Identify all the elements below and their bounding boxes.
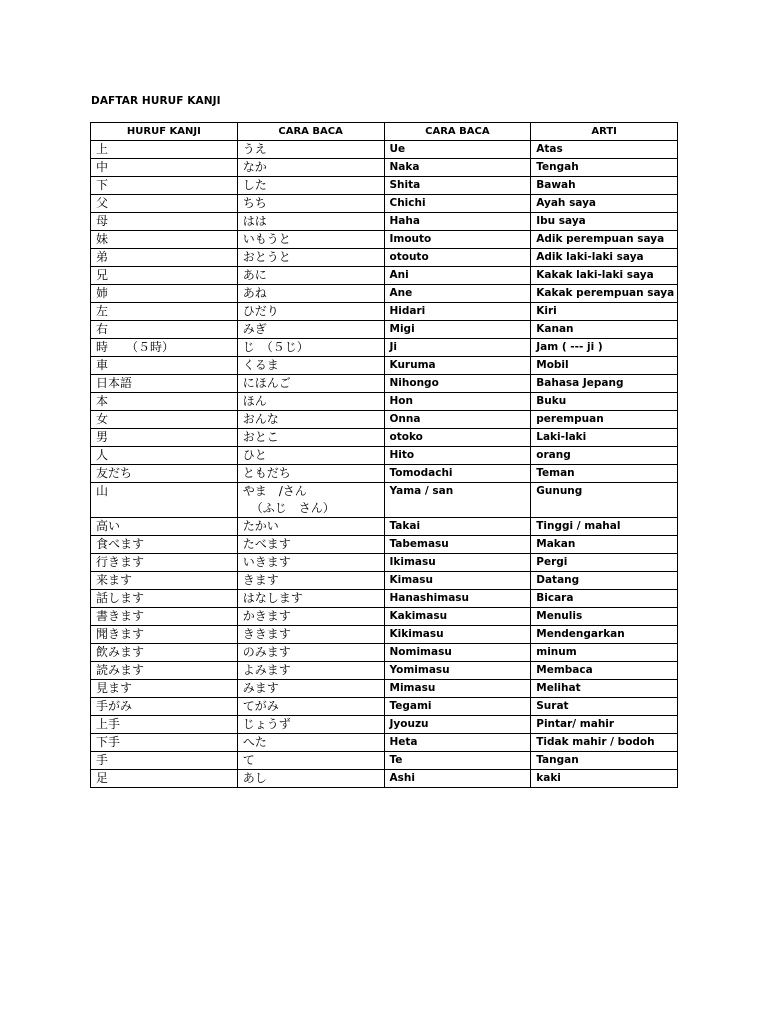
cell-arti: kaki bbox=[531, 770, 678, 788]
header-huruf-kanji: HURUF KANJI bbox=[91, 123, 238, 141]
table-row bbox=[91, 411, 678, 429]
table-row bbox=[91, 554, 678, 572]
cell-kanji: 本 bbox=[91, 393, 238, 411]
cell-kana: おとうと bbox=[237, 249, 384, 267]
table-row bbox=[91, 447, 678, 465]
cell-romaji: Haha bbox=[384, 213, 531, 231]
cell-romaji: Onna bbox=[384, 411, 531, 429]
cell-kanji: 山 bbox=[91, 483, 238, 518]
cell-arti: Melihat bbox=[531, 680, 678, 698]
cell-kanji: 来ます bbox=[91, 572, 238, 590]
cell-kana: ともだち bbox=[237, 465, 384, 483]
cell-kana-line: やま /さん bbox=[242, 484, 307, 498]
table-row bbox=[91, 608, 678, 626]
cell-arti: Menulis bbox=[531, 608, 678, 626]
cell-kana: かきます bbox=[237, 608, 384, 626]
cell-kanji: 見ます bbox=[91, 680, 238, 698]
cell-kanji: 姉 bbox=[91, 285, 238, 303]
cell-romaji: Ani bbox=[384, 267, 531, 285]
cell-romaji: Tegami bbox=[384, 698, 531, 716]
table-row bbox=[91, 231, 678, 249]
cell-romaji: Mimasu bbox=[384, 680, 531, 698]
table-row bbox=[91, 770, 678, 788]
table-row bbox=[91, 159, 678, 177]
cell-kanji: 足 bbox=[91, 770, 238, 788]
cell-kanji: 高い bbox=[91, 518, 238, 536]
cell-arti: Kanan bbox=[531, 321, 678, 339]
cell-arti: Bawah bbox=[531, 177, 678, 195]
cell-kana: ひと bbox=[237, 447, 384, 465]
cell-arti: Pergi bbox=[531, 554, 678, 572]
cell-romaji: Naka bbox=[384, 159, 531, 177]
cell-kana: あし bbox=[237, 770, 384, 788]
cell-kana: はなします bbox=[237, 590, 384, 608]
cell-arti: Mobil bbox=[531, 357, 678, 375]
cell-kana bbox=[237, 483, 384, 518]
table-row bbox=[91, 429, 678, 447]
cell-romaji: Tomodachi bbox=[384, 465, 531, 483]
cell-romaji: Nihongo bbox=[384, 375, 531, 393]
cell-kana: ほん bbox=[237, 393, 384, 411]
cell-kanji: 下 bbox=[91, 177, 238, 195]
cell-arti: Tidak mahir / bodoh bbox=[531, 734, 678, 752]
cell-romaji: Ue bbox=[384, 141, 531, 159]
table-header-row bbox=[91, 123, 678, 141]
cell-kana: おんな bbox=[237, 411, 384, 429]
table-row bbox=[91, 644, 678, 662]
header-cara-baca-kana: CARA BACA bbox=[237, 123, 384, 141]
table-row bbox=[91, 249, 678, 267]
table-row bbox=[91, 626, 678, 644]
table-row bbox=[91, 321, 678, 339]
cell-kanji: 中 bbox=[91, 159, 238, 177]
cell-kanji: 時 （５時） bbox=[91, 339, 238, 357]
table-row bbox=[91, 734, 678, 752]
cell-kana: じょうず bbox=[237, 716, 384, 734]
table-row bbox=[91, 572, 678, 590]
cell-romaji: otouto bbox=[384, 249, 531, 267]
cell-romaji: Ane bbox=[384, 285, 531, 303]
cell-kanji: 弟 bbox=[91, 249, 238, 267]
cell-kana: くるま bbox=[237, 357, 384, 375]
table-row bbox=[91, 285, 678, 303]
cell-kanji: 手 bbox=[91, 752, 238, 770]
cell-kana: あに bbox=[237, 267, 384, 285]
cell-romaji: Hon bbox=[384, 393, 531, 411]
cell-arti: orang bbox=[531, 447, 678, 465]
cell-kana: じ （５じ） bbox=[237, 339, 384, 357]
cell-kanji: 母 bbox=[91, 213, 238, 231]
table-row bbox=[91, 716, 678, 734]
cell-romaji: otoko bbox=[384, 429, 531, 447]
cell-kanji: 手がみ bbox=[91, 698, 238, 716]
cell-kanji: 左 bbox=[91, 303, 238, 321]
table-row bbox=[91, 483, 678, 518]
header-arti: ARTI bbox=[531, 123, 678, 141]
table-row bbox=[91, 752, 678, 770]
cell-kanji: 上 bbox=[91, 141, 238, 159]
cell-romaji: Kikimasu bbox=[384, 626, 531, 644]
cell-kanji: 行きます bbox=[91, 554, 238, 572]
cell-kana: うえ bbox=[237, 141, 384, 159]
cell-romaji: Yomimasu bbox=[384, 662, 531, 680]
cell-arti: minum bbox=[531, 644, 678, 662]
cell-kanji: 妹 bbox=[91, 231, 238, 249]
cell-arti: Makan bbox=[531, 536, 678, 554]
cell-kanji: 人 bbox=[91, 447, 238, 465]
cell-kana: てがみ bbox=[237, 698, 384, 716]
document-title: DAFTAR HURUF KANJI bbox=[91, 95, 221, 107]
cell-kana: あね bbox=[237, 285, 384, 303]
cell-romaji: Ikimasu bbox=[384, 554, 531, 572]
cell-kana: て bbox=[237, 752, 384, 770]
cell-arti: Pintar/ mahir bbox=[531, 716, 678, 734]
cell-kanji: 兄 bbox=[91, 267, 238, 285]
cell-kana: たかい bbox=[237, 518, 384, 536]
cell-arti: Bicara bbox=[531, 590, 678, 608]
table-row bbox=[91, 680, 678, 698]
cell-kana: のみます bbox=[237, 644, 384, 662]
cell-romaji: Hanashimasu bbox=[384, 590, 531, 608]
kanji-table bbox=[90, 122, 678, 788]
cell-arti: Kakak laki-laki saya bbox=[531, 267, 678, 285]
cell-kanji: 読みます bbox=[91, 662, 238, 680]
cell-arti: Ayah saya bbox=[531, 195, 678, 213]
cell-arti: Adik laki-laki saya bbox=[531, 249, 678, 267]
cell-arti: Surat bbox=[531, 698, 678, 716]
cell-kana: おとこ bbox=[237, 429, 384, 447]
cell-kana: ききます bbox=[237, 626, 384, 644]
cell-kana: へた bbox=[237, 734, 384, 752]
cell-arti: Gunung bbox=[531, 483, 678, 518]
cell-kana: なか bbox=[237, 159, 384, 177]
table-row bbox=[91, 195, 678, 213]
cell-kana: いもうと bbox=[237, 231, 384, 249]
cell-kana: きます bbox=[237, 572, 384, 590]
cell-kana: みぎ bbox=[237, 321, 384, 339]
cell-kana: いきます bbox=[237, 554, 384, 572]
cell-romaji: Jyouzu bbox=[384, 716, 531, 734]
cell-arti: Datang bbox=[531, 572, 678, 590]
cell-kanji: 友だち bbox=[91, 465, 238, 483]
cell-arti: Tinggi / mahal bbox=[531, 518, 678, 536]
table-row bbox=[91, 213, 678, 231]
cell-arti: Bahasa Jepang bbox=[531, 375, 678, 393]
cell-romaji: Hito bbox=[384, 447, 531, 465]
table-row bbox=[91, 662, 678, 680]
cell-arti: Membaca bbox=[531, 662, 678, 680]
cell-romaji: Migi bbox=[384, 321, 531, 339]
table-row bbox=[91, 339, 678, 357]
cell-arti: Buku bbox=[531, 393, 678, 411]
cell-kanji: 聞きます bbox=[91, 626, 238, 644]
table-row bbox=[91, 303, 678, 321]
cell-kanji: 女 bbox=[91, 411, 238, 429]
cell-kana-line: （ふじ さん） bbox=[250, 501, 335, 515]
cell-romaji: Nomimasu bbox=[384, 644, 531, 662]
cell-arti: Jam ( --- ji ) bbox=[531, 339, 678, 357]
cell-romaji: Kakimasu bbox=[384, 608, 531, 626]
cell-kanji: 父 bbox=[91, 195, 238, 213]
cell-arti: Tangan bbox=[531, 752, 678, 770]
cell-arti: Tengah bbox=[531, 159, 678, 177]
cell-romaji: Kimasu bbox=[384, 572, 531, 590]
table-row bbox=[91, 536, 678, 554]
cell-kana: みます bbox=[237, 680, 384, 698]
cell-romaji: Imouto bbox=[384, 231, 531, 249]
cell-arti: Ibu saya bbox=[531, 213, 678, 231]
table-row bbox=[91, 465, 678, 483]
cell-kana: はは bbox=[237, 213, 384, 231]
cell-kanji: 飲みます bbox=[91, 644, 238, 662]
table-row bbox=[91, 393, 678, 411]
cell-kanji: 右 bbox=[91, 321, 238, 339]
cell-kana: ひだり bbox=[237, 303, 384, 321]
table-row bbox=[91, 375, 678, 393]
cell-romaji: Tabemasu bbox=[384, 536, 531, 554]
cell-kana: にほんご bbox=[237, 375, 384, 393]
cell-romaji: Ashi bbox=[384, 770, 531, 788]
cell-romaji: Ji bbox=[384, 339, 531, 357]
cell-kanji: 下手 bbox=[91, 734, 238, 752]
cell-romaji: Heta bbox=[384, 734, 531, 752]
cell-kana: たべます bbox=[237, 536, 384, 554]
table-body bbox=[91, 141, 678, 788]
table-row bbox=[91, 141, 678, 159]
cell-arti: Laki-laki bbox=[531, 429, 678, 447]
cell-kana: した bbox=[237, 177, 384, 195]
table-row bbox=[91, 357, 678, 375]
cell-romaji: Yama / san bbox=[384, 483, 531, 518]
cell-romaji: Shita bbox=[384, 177, 531, 195]
cell-romaji: Te bbox=[384, 752, 531, 770]
table-row bbox=[91, 698, 678, 716]
cell-kanji: 上手 bbox=[91, 716, 238, 734]
cell-arti: Kiri bbox=[531, 303, 678, 321]
table-row bbox=[91, 518, 678, 536]
cell-kana: ちち bbox=[237, 195, 384, 213]
cell-romaji: Kuruma bbox=[384, 357, 531, 375]
cell-kana: よみます bbox=[237, 662, 384, 680]
header-cara-baca-romaji: CARA BACA bbox=[384, 123, 531, 141]
cell-kanji: 車 bbox=[91, 357, 238, 375]
cell-arti: Atas bbox=[531, 141, 678, 159]
table-row bbox=[91, 177, 678, 195]
cell-kanji: 日本語 bbox=[91, 375, 238, 393]
cell-arti: Adik perempuan saya bbox=[531, 231, 678, 249]
cell-romaji: Hidari bbox=[384, 303, 531, 321]
cell-arti: Teman bbox=[531, 465, 678, 483]
table-row bbox=[91, 590, 678, 608]
cell-kanji: 話します bbox=[91, 590, 238, 608]
cell-arti: Mendengarkan bbox=[531, 626, 678, 644]
table-row bbox=[91, 267, 678, 285]
cell-kanji: 男 bbox=[91, 429, 238, 447]
cell-romaji: Takai bbox=[384, 518, 531, 536]
cell-romaji: Chichi bbox=[384, 195, 531, 213]
cell-kanji: 食べます bbox=[91, 536, 238, 554]
cell-arti: perempuan bbox=[531, 411, 678, 429]
cell-kanji: 書きます bbox=[91, 608, 238, 626]
cell-arti: Kakak perempuan saya bbox=[531, 285, 678, 303]
